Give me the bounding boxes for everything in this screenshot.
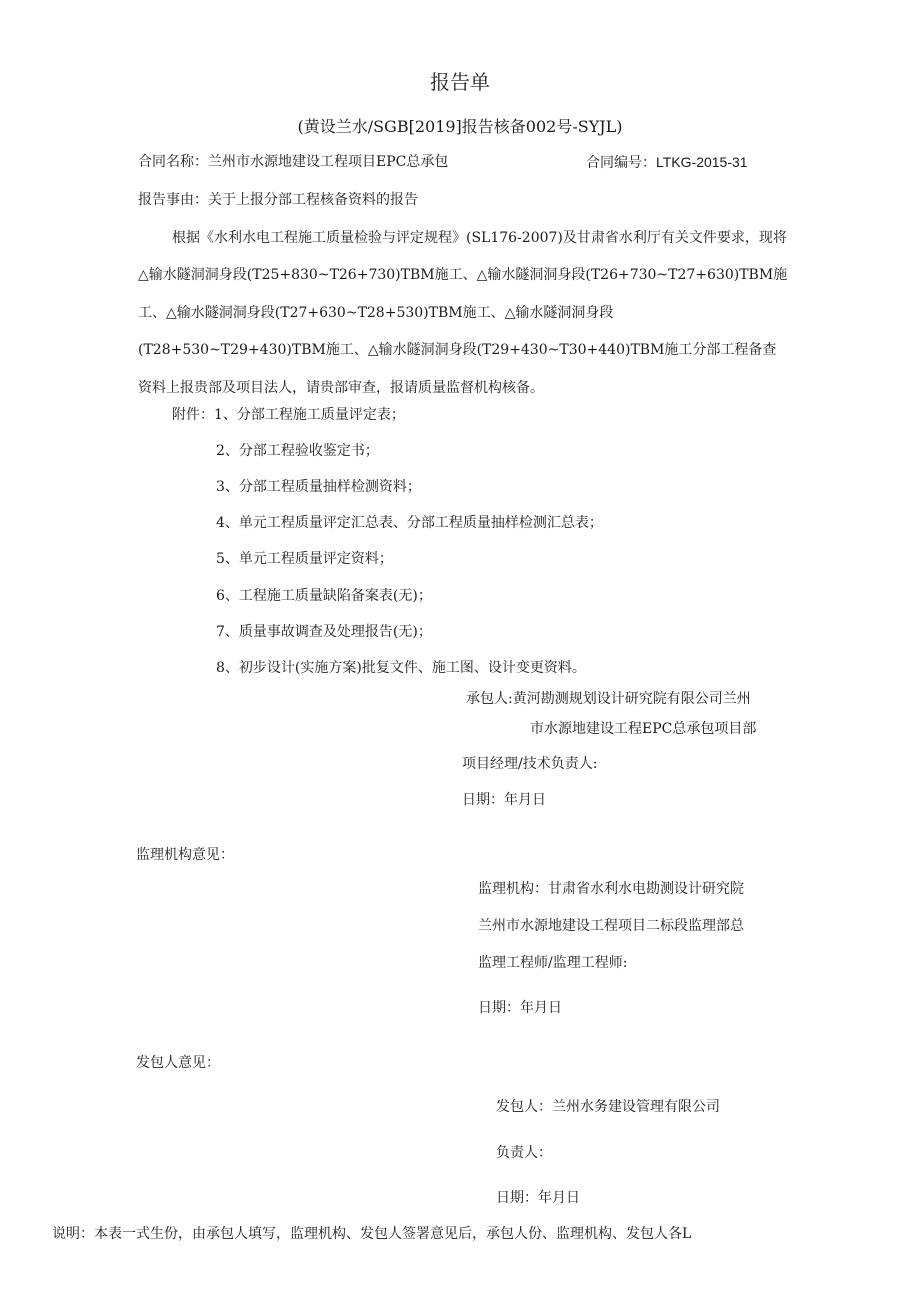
- attachment-item: 5、单元工程质量评定资料；: [216, 551, 393, 567]
- report-body: [138, 220, 790, 407]
- attachment-item: 8、初步设计(实施方案)批复文件、施工图、设计变更资料。: [216, 660, 586, 676]
- employer-heading: 发包人意见：: [136, 1055, 220, 1071]
- employer-org: 发包人：兰州水务建设管理有限公司: [496, 1099, 720, 1115]
- report-reference: (黄设兰水/SGB[2019]报告核备002号-SYJL): [297, 117, 623, 136]
- contractor-line-1: 承包人:黄河勘测规划设计研究院有限公司兰州: [466, 691, 751, 707]
- contractor-manager: 项目经理/技术负责人:: [462, 756, 598, 772]
- employer-date: 日期：年月日: [496, 1190, 580, 1206]
- footer-note: 说明：本表一式生份，由承包人填写，监理机构、发包人签署意见后，承包人份、监理机构、发包人各L: [52, 1226, 692, 1242]
- supervisor-engineer: 监理工程师/监理工程师:: [478, 955, 628, 971]
- attachment-item: 附件：1、分部工程施工质量评定表；: [172, 407, 405, 423]
- contract-number: 合同编号：LTKG-2015-31: [586, 154, 748, 170]
- supervisor-org-2: 兰州市水源地建设工程项目二标段监理部总: [478, 918, 744, 934]
- report-body-text: 根据《水利水电工程施工质量检验与评定规程》(SL176-2007)及甘肃省水利厅有关文件要求，现将△输水隧洞洞身段(T25+830~T26+730)TBM施工、△输水隧洞洞身段(T26+730~T27+630)TBM施工、△输水隧洞洞身段(T27+630~T28+530)TBM施工、△输水隧洞洞身段(T28+530~T29+430)TBM施工、△输水隧洞洞身段(T29+430~T30+440)TBM施工分部工程备查资料上报贵部及项目法人，请贵部审查，报请质量监督机构核备。: [138, 230, 788, 396]
- attachment-item: 3、分部工程质量抽样检测资料；: [216, 479, 421, 495]
- attachment-item: 2、分部工程验收鉴定书；: [216, 443, 379, 459]
- supervisor-date: 日期：年月日: [478, 1000, 562, 1016]
- contractor-line-2: 市水源地建设工程EPC总承包项目部: [530, 721, 757, 737]
- attachment-item: 7、质量事故调查及处理报告(无)；: [216, 624, 432, 640]
- employer-person: 负责人：: [496, 1145, 552, 1161]
- attachment-item: 4、单元工程质量评定汇总表、分部工程质量抽样检测汇总表；: [216, 515, 603, 531]
- supervisor-heading: 监理机构意见：: [136, 847, 234, 863]
- contractor-date: 日期：年月日: [462, 792, 546, 808]
- contract-name: 合同名称：兰州市水源地建设工程项目EPC总承包: [138, 154, 449, 170]
- supervisor-org-1: 监理机构：甘肃省水利水电勘测设计研究院: [478, 881, 744, 897]
- report-subject: 报告事由：关于上报分部工程核备资料的报告: [138, 192, 418, 208]
- attachment-item: 6、工程施工质量缺陷备案表(无)；: [216, 588, 432, 604]
- report-title: 报告单: [430, 70, 490, 94]
